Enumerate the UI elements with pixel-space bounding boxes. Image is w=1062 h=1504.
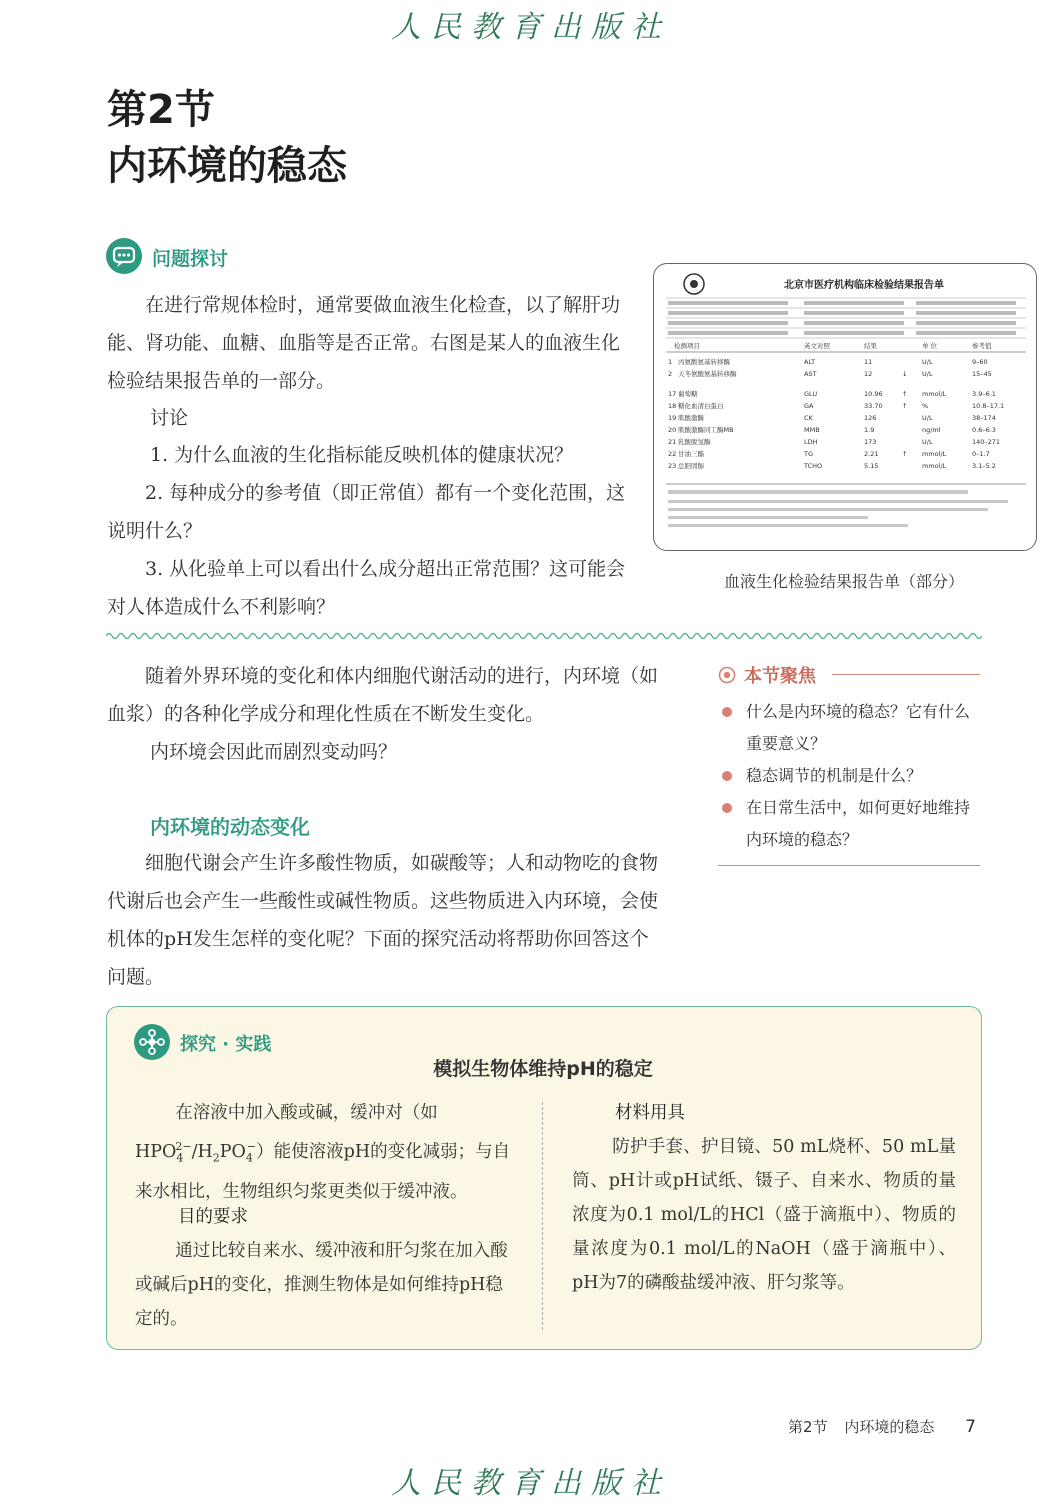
column-divider bbox=[542, 1102, 543, 1330]
focus-rule-top bbox=[832, 674, 980, 675]
report-cell: ↑ bbox=[902, 450, 908, 458]
report-header: 结果 bbox=[864, 342, 877, 350]
report-cell: U/L bbox=[922, 358, 933, 366]
report-cell: 23 bbox=[668, 462, 677, 470]
report-cell: 140–271 bbox=[972, 438, 1001, 446]
report-cell: % bbox=[922, 402, 929, 410]
report-header: 英文对照 bbox=[804, 342, 830, 350]
focus-rule-bottom bbox=[718, 865, 980, 866]
report-cell: 甘油三酯 bbox=[678, 450, 704, 458]
report-cell: 17 bbox=[668, 390, 677, 398]
problem-heading: 问题探讨 bbox=[152, 248, 229, 270]
lab-report-image bbox=[653, 263, 1037, 551]
report-cell: 丙氨酸氨基转移酶 bbox=[678, 358, 730, 366]
subheading-dynamic-change: 内环境的动态变化 bbox=[150, 815, 310, 839]
activity-title: 模拟生物体维持pH的稳定 bbox=[433, 1058, 653, 1080]
report-cell: 1.9 bbox=[864, 426, 875, 434]
report-cell: 21 bbox=[668, 438, 677, 446]
report-cell: 9–60 bbox=[972, 358, 988, 366]
report-cell: 19 bbox=[668, 414, 677, 422]
materials-text: 防护手套、护目镜、50 mL烧杯、50 mL量筒、pH计或pH试纸、镊子、自来水、物质的量浓度为0.1 mol/L的HCl（盛于滴瓶中）、物质的量浓度为0.1 mol/L的NaOH（盛于滴瓶中）、pH为7的磷酸盐缓冲液、肝匀浆等。 bbox=[572, 1137, 956, 1293]
question-1: 1. 为什么血液的生化指标能反映机体的健康状况？ bbox=[150, 444, 574, 466]
report-cell: 126 bbox=[864, 414, 877, 422]
report-cell: 肌酸激酶 bbox=[678, 414, 704, 422]
focus-item: 什么是内环境的稳态？它有什么重要意义？ bbox=[718, 696, 982, 760]
question-2: 2. 每种成分的参考值（即正常值）都有一个变化范围，这说明什么？ bbox=[107, 482, 626, 542]
report-cell: 总胆固醇 bbox=[678, 462, 704, 470]
purpose-text: 通过比较自来水、缓冲液和肝匀浆在加入酸或碱后pH的变化，推测生物体是如何维持pH稳定的。 bbox=[135, 1241, 508, 1329]
discussion-label: 讨论 bbox=[150, 407, 189, 429]
report-cell: ↑ bbox=[902, 390, 908, 398]
report-cell: 3.9–6.1 bbox=[972, 390, 996, 398]
report-cell: MMB bbox=[804, 426, 820, 434]
report-cell: 糖化血清白蛋白 bbox=[678, 402, 724, 410]
problem-intro: 在进行常规体检时，通常要做血液生化检查，以了解肝功能、肾功能、血糖、血脂等是否正常。右图是某人的血液生化检验结果报告单的一部分。 bbox=[107, 294, 621, 392]
main-question: 内环境会因此而剧烈变动吗？ bbox=[150, 741, 398, 763]
section-number: 第2节 bbox=[107, 87, 215, 133]
activity-intro: 在溶液中加入酸或碱，缓冲对（如$HPO_4^{2-}/H_2PO_4^-$）能使溶液pH的变化减弱；与自来水相比，生物组织匀浆更类似于缓冲液。 bbox=[135, 1103, 511, 1203]
report-cell: AST bbox=[804, 370, 817, 378]
target-icon bbox=[718, 666, 736, 689]
question-3: 3. 从化验单上可以看出什么成分超出正常范围？这可能会对人体造成什么不利影响？ bbox=[107, 558, 626, 618]
footer-title: 内环境的稳态 bbox=[844, 1418, 935, 1436]
report-cell: 5.15 bbox=[864, 462, 879, 470]
report-cell: ↓ bbox=[902, 370, 908, 378]
report-cell: LDH bbox=[804, 438, 818, 446]
report-cell: 0.6–6.3 bbox=[972, 426, 996, 434]
report-cell: TG bbox=[804, 450, 814, 458]
report-cell: 15–45 bbox=[972, 370, 992, 378]
report-cell: 173 bbox=[864, 438, 877, 446]
report-cell: 20 bbox=[668, 426, 677, 434]
report-cell: mmol/L bbox=[922, 450, 947, 458]
report-cell: 乳酸脱氢酶 bbox=[678, 438, 711, 446]
section-title: 内环境的稳态 bbox=[107, 143, 347, 189]
report-header: 单 位 bbox=[922, 342, 938, 350]
main-intro: 随着外界环境的变化和体内细胞代谢活动的进行，内环境（如血浆）的各种化学成分和理化性质在不断发生变化。 bbox=[107, 665, 659, 725]
report-cell: ALT bbox=[804, 358, 816, 366]
report-cell: ng/ml bbox=[922, 426, 941, 434]
report-cell: 葡萄糖 bbox=[678, 390, 698, 398]
focus-item: 稳态调节的机制是什么？ bbox=[718, 760, 982, 792]
report-cell: U/L bbox=[922, 414, 933, 422]
chat-bubble-icon bbox=[106, 238, 142, 274]
report-cell: mmol/L bbox=[922, 390, 947, 398]
focus-heading bbox=[718, 662, 816, 689]
publisher-logo-bottom: 人民教育出版社 bbox=[391, 1466, 671, 1501]
report-cell: 肌酸激酶同工酶MB bbox=[678, 426, 734, 434]
report-cell: CK bbox=[804, 414, 813, 422]
running-footer bbox=[788, 1416, 976, 1437]
report-header: 检测项目 bbox=[674, 342, 700, 350]
report-cell: mmol/L bbox=[922, 462, 947, 470]
report-cell: 10.96 bbox=[864, 390, 883, 398]
report-cell: TCHO bbox=[804, 462, 823, 470]
focus-heading-label: 本节聚焦 bbox=[744, 666, 816, 687]
report-cell: ↑ bbox=[902, 402, 908, 410]
report-cell: GLU bbox=[804, 390, 818, 398]
report-cell: 12 bbox=[864, 370, 873, 378]
report-cell: GA bbox=[804, 402, 814, 410]
report-cell: 2 bbox=[668, 370, 673, 378]
report-cell: 22 bbox=[668, 450, 677, 458]
purpose-heading: 目的要求 bbox=[178, 1207, 248, 1227]
report-header: 参考值 bbox=[972, 342, 992, 350]
report-cell: 18 bbox=[668, 402, 677, 410]
publisher-logo: 人民教育出版社 bbox=[391, 10, 671, 45]
report-cell: 3.1–5.2 bbox=[972, 462, 996, 470]
materials-heading: 材料用具 bbox=[615, 1103, 685, 1123]
report-caption: 血液生化检验结果报告单（部分） bbox=[723, 572, 964, 591]
focus-item: 在日常生活中，如何更好地维持内环境的稳态？ bbox=[718, 792, 982, 856]
report-cell: 11 bbox=[864, 358, 873, 366]
report-cell: 0–1.7 bbox=[972, 450, 990, 458]
report-cell: 10.8–17.1 bbox=[972, 402, 1005, 410]
activity-label: 探究 · 实践 bbox=[180, 1034, 272, 1055]
footer-section: 第2节 bbox=[788, 1418, 828, 1436]
focus-list bbox=[718, 696, 982, 856]
report-title: 北京市医疗机构临床检验结果报告单 bbox=[784, 280, 944, 291]
report-cell: 天冬氨酸氨基转移酶 bbox=[678, 370, 737, 378]
wavy-divider bbox=[106, 630, 982, 642]
page-number: 7 bbox=[965, 1417, 976, 1437]
report-cell: 1 bbox=[668, 358, 673, 366]
report-cell: 33.70 bbox=[864, 402, 883, 410]
report-cell: 38–174 bbox=[972, 414, 996, 422]
report-cell: U/L bbox=[922, 370, 933, 378]
report-cell: 2.21 bbox=[864, 450, 879, 458]
main-body: 细胞代谢会产生许多酸性物质，如碳酸等；人和动物吃的食物代谢后也会产生一些酸性或碱性物质。这些物质进入内环境，会使机体的pH发生怎样的变化呢？下面的探究活动将帮助你回答这个问题。 bbox=[107, 852, 659, 988]
report-cell: U/L bbox=[922, 438, 933, 446]
